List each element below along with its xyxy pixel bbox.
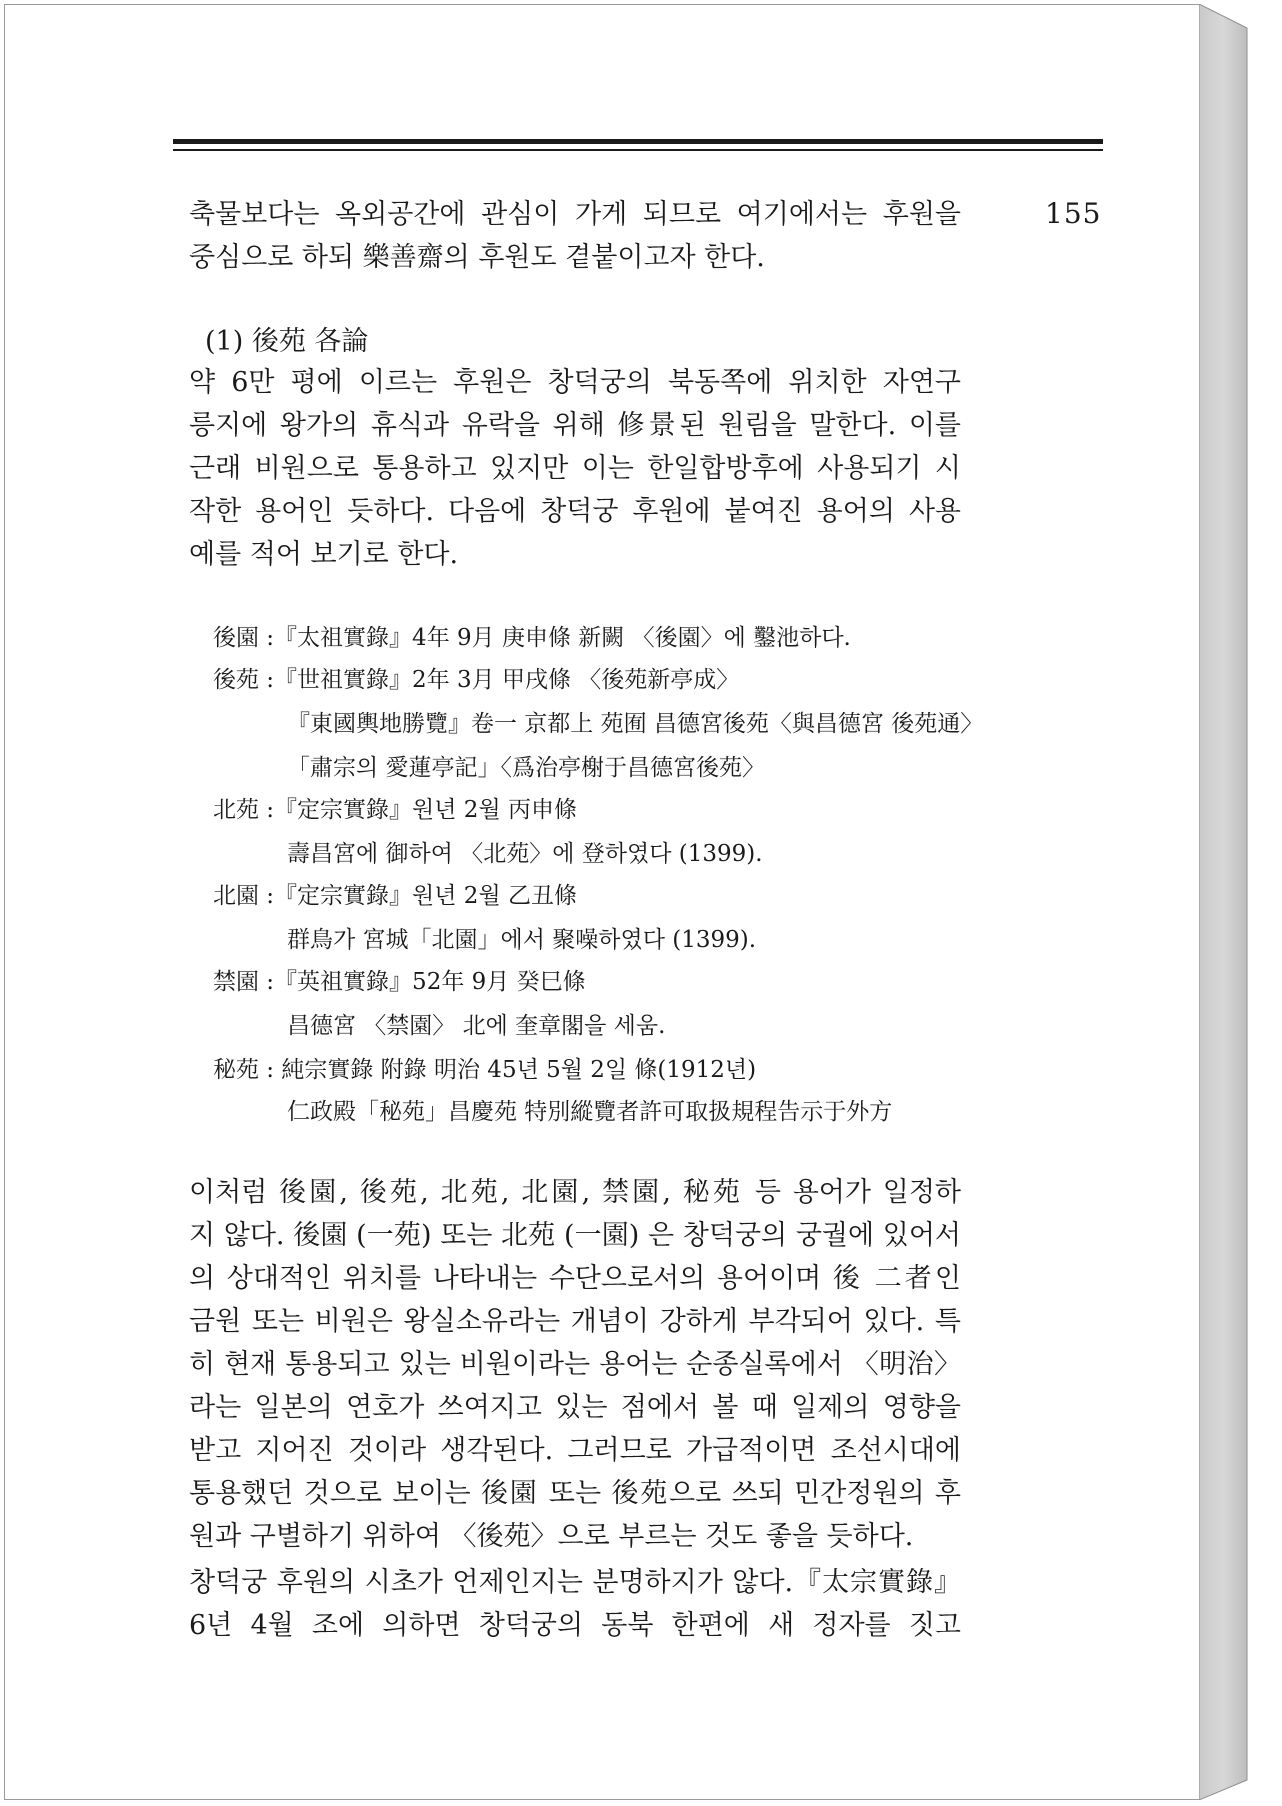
reference-entry: 群鳥가 宮城「北園」에서 聚噪하였다 (1399). (287, 927, 757, 953)
book-edge (1199, 4, 1271, 1800)
reference-entry: 『東國輿地勝覽』卷一 京都上 苑囿 昌德宮後苑〈與昌德宮 後苑通〉 (287, 711, 984, 737)
paragraph-line: 통용했던 것으로 보이는 後園 또는 後苑으로 쓰되 민간정원의 후 (189, 1478, 961, 1509)
paragraph-line: 금원 또는 비원은 왕실소유라는 개념이 강하게 부각되어 있다. 특 (189, 1306, 961, 1337)
paragraph-line: 6년 4월 조에 의하면 창덕궁의 동북 한편에 새 정자를 짓고 (189, 1610, 961, 1641)
paragraph-line: 약 6만 평에 이르는 후원은 창덕궁의 북동쪽에 위치한 자연구 (189, 367, 961, 398)
book-edge-graphic (1199, 4, 1271, 1800)
paragraph-line: 작한 용어인 듯하다. 다음에 창덕궁 후원에 붙여진 용어의 사용 (189, 496, 961, 527)
reference-entry: 禁園 :『英祖實錄』52年 9月 癸巳條 (213, 969, 586, 995)
reference-entry: 後園 :『太祖實錄』4年 9月 庚申條 新闕 〈後園〉에 鑿池하다. (213, 625, 851, 651)
header-rule-thick (173, 139, 1103, 144)
section-heading: (1) 後苑 各論 (205, 326, 369, 357)
intro-line: 중심으로 하되 樂善齋의 후원도 곁붙이고자 한다. (189, 242, 765, 273)
paragraph-line: 창덕궁 후원의 시초가 언제인지는 분명하지가 않다.『太宗實錄』 (189, 1567, 961, 1598)
paragraph-line: 받고 지어진 것이라 생각된다. 그러므로 가급적이면 조선시대에 (189, 1435, 961, 1466)
paragraph-line: 이처럼 後園, 後苑, 北苑, 北園, 禁園, 秘苑 등 용어가 일정하 (189, 1177, 961, 1208)
paragraph-2 (189, 1171, 961, 1558)
paragraph-line: 원과 구별하기 위하여 〈後苑〉으로 부르는 것도 좋을 듯하다. (189, 1521, 914, 1552)
paragraph-line: 릉지에 왕가의 휴식과 유락을 위해 修景된 원림을 말한다. 이를 (189, 410, 961, 441)
paragraph-line: 의 상대적인 위치를 나타내는 수단으로서의 용어이며 後 二者인 (189, 1263, 961, 1294)
paragraph-line: 히 현재 통용되고 있는 비원이라는 용어는 순종실록에서 〈明治〉 (189, 1349, 961, 1380)
book-page (4, 4, 1200, 1800)
paragraph-line: 근래 비원으로 통용하고 있지만 이는 한일합방후에 사용되기 시 (189, 453, 961, 484)
reference-entry: 北苑 :『定宗實錄』원년 2월 丙申條 (213, 797, 577, 823)
paragraph-line: 라는 일본의 연호가 쓰여지고 있는 점에서 볼 때 일제의 영향을 (189, 1392, 961, 1423)
reference-entry: 秘苑 : 純宗實錄 附錄 明治 45년 5월 2일 條(1912년) (213, 1057, 757, 1083)
paragraph-3 (189, 1561, 961, 1647)
paragraph-1 (189, 361, 961, 576)
paragraph-line: 지 않다. 後園 (一苑) 또는 北苑 (一園) 은 창덕궁의 궁궐에 있어서 (189, 1220, 961, 1251)
reference-entry: 仁政殿「秘苑」昌慶苑 特別縱覽者許可取扱規程告示于外方 (287, 1099, 893, 1125)
reference-entry: 昌德宮 〈禁園〉 北에 奎章閣을 세움. (287, 1013, 666, 1039)
intro-paragraph (189, 193, 961, 279)
header-rule-thin (173, 149, 1103, 151)
reference-entry: 後苑 :『世祖實錄』2年 3月 甲戌條 〈後苑新亭成〉 (213, 667, 740, 693)
intro-line: 축물보다는 옥외공간에 관심이 가게 되므로 여기에서는 후원을 (189, 199, 961, 230)
paragraph-line: 예를 적어 보기로 한다. (189, 539, 459, 570)
reference-entry: 壽昌宮에 御하여 〈北苑〉에 登하였다 (1399). (287, 841, 763, 867)
page-number: 155 (1045, 197, 1102, 230)
reference-entry: 北園 :『定宗實錄』원년 2월 乙丑條 (213, 883, 577, 909)
reference-entry: 「肅宗의 愛蓮亭記」〈爲治亭榭于昌德宮後苑〉 (287, 755, 766, 781)
